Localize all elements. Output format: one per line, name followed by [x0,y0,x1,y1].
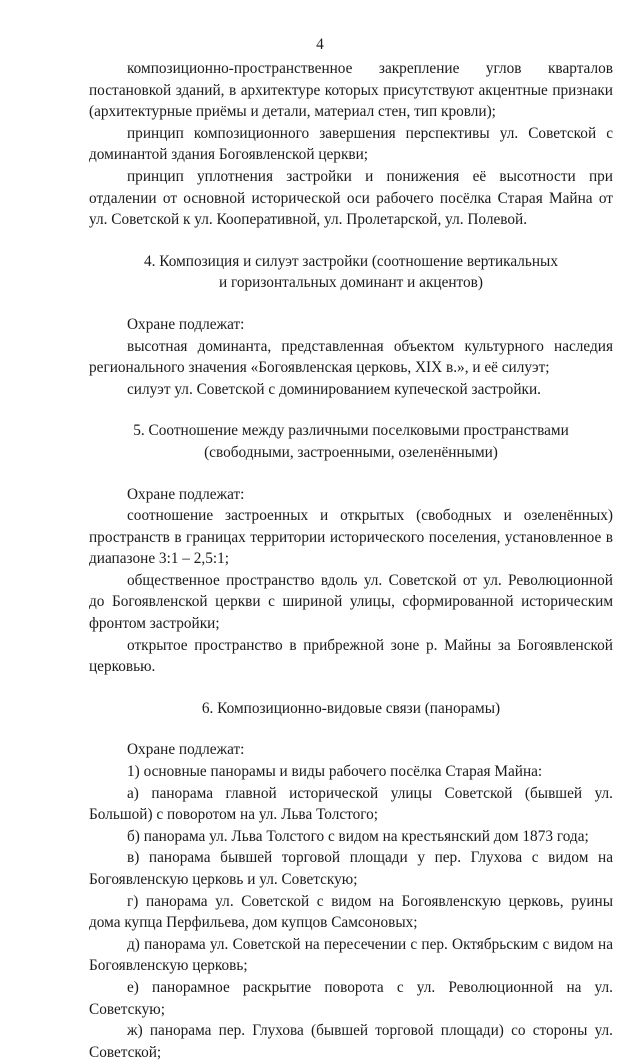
heading-line: (свободными, застроенными, озеленёнными) [204,443,498,461]
section-heading-5 [89,420,613,463]
list-item: ж) панорама пер. Глухова (бывшей торговой площади) со стороны ул. Советской; [89,1022,613,1061]
paragraph: открытое пространство в прибрежной зоне р. Майны за Богоявленской церковью. [89,636,613,676]
heading-line: 4. Композиция и силуэт застройки (соотношение вертикальных [144,252,558,270]
paragraph: Охране подлежат: [127,315,245,333]
paragraph: высотная доминанта, представленная объектом культурного наследия регионального значения «Богоявленская церковь, XIX в.», и её силуэт; [89,337,613,377]
list-item: б) панорама ул. Льва Толстого с видом на крестьянский дом 1873 года; [127,827,589,845]
document-body [89,58,613,1063]
list-item: в) панорама бывшей торговой площади у пер. Глухова с видом на Богоявленскую церковь и ул. Советскую; [89,849,613,888]
list-item: г) панорама ул. Советской с видом на Богоявленскую церковь, руины дома купца Перфильева, дом купцов Самсоновых; [89,892,613,932]
section-heading-4 [89,251,613,294]
paragraph: композиционно-пространственное закрепление углов кварталов постановкой зданий, в архитектуре которых присутствуют акцентные признаки (архитектурные приёмы и детали, материал стен, тип кровли); [89,60,613,121]
paragraph: соотношение застроенных и открытых (свободных и озеленённых) пространств в границах территории исторического поселения, установленное в диапазоне 3:1 – 2,5:1; [89,507,613,568]
page-number: 4 [316,36,324,53]
list-item: 1) основные панорамы и виды рабочего посёлка Старая Майна: [127,763,543,781]
paragraph: Охране подлежат: [127,741,245,759]
paragraph: принцип уплотнения застройки и понижения её высотности при отдалении от основной исторической оси рабочего посёлка Старая Майна от ул. Советской к ул. Кооперативной, ул. Пролетарской, ул. Полевой. [89,167,613,229]
list-item: а) панорама главной исторической улицы Советской (бывшей ул. Большой) с поворотом на ул. Льва Толстого; [89,784,613,824]
list-item: д) панорама ул. Советской на пересечении с пер. Октябрьским с видом на Богоявленскую церковь; [89,935,613,975]
section-heading-6 [89,698,613,720]
heading-line: и горизонтальных доминант и акцентов) [218,274,484,292]
list-item: е) панорамное раскрытие поворота с ул. Революционной на ул. Советскую; [89,978,613,1018]
heading-line: 6. Композиционно-видовые связи (панорамы) [201,699,501,717]
heading-line: 5. Соотношение между различными поселковыми пространствами [133,422,569,440]
paragraph: принцип композиционного завершения перспективы ул. Советской с доминантой здания Богоявленской церкви; [89,124,613,164]
paragraph: Охране подлежат: [127,485,245,503]
paragraph: общественное пространство вдоль ул. Советской от ул. Революционной до Богоявленской церкви с шириной улицы, сформированной историческим фронтом застройки; [89,571,613,633]
paragraph: силуэт ул. Советской с доминированием купеческой застройки. [127,380,541,398]
